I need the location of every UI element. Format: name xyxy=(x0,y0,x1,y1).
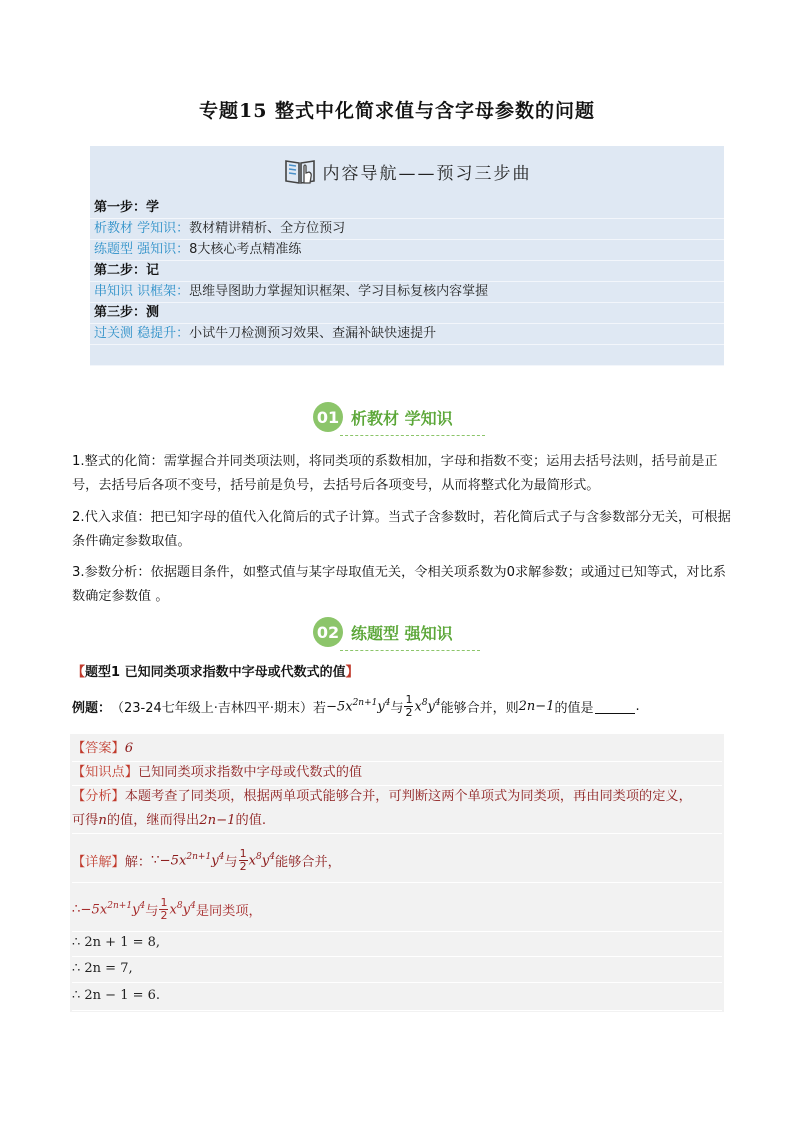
nav-header xyxy=(90,146,724,196)
knowledge-paragraph-3: 3.参数分析：依据题目条件，如整式值与某字母取值无关，令相关项系数为0求解参数；或通过已知等式，对比系数确定参数值 。 xyxy=(72,565,726,604)
section-number: 01 xyxy=(313,402,343,432)
nav-lines xyxy=(90,198,724,366)
nav-line-key: 第一步：学 xyxy=(94,200,160,215)
content-navigation-box xyxy=(90,146,724,366)
nav-line xyxy=(90,240,724,261)
section-badge-1 xyxy=(313,402,453,432)
solution-step-3: ∴ 2n = 7, xyxy=(72,956,722,983)
detail-row: 【详解】 解： ∵ $-5x^{2n+1}y^4$ 与 $\frac{1}{2}$ $x^8y^4$ 能够合并， xyxy=(72,838,722,883)
analysis-row: 【分析】本题考查了同类项，根据两单项式能够合并，可判断这两个单项式为同类项，再由同类项的定义， 可得n的值，继而得出2n−1的值. xyxy=(72,785,722,834)
answer-blank[interactable] xyxy=(595,699,635,714)
book-icon xyxy=(283,154,317,188)
solution-step-4: ∴ 2n − 1 = 6. xyxy=(72,982,722,1011)
solution-step-2: ∴ 2n + 1 = 8, xyxy=(72,930,722,957)
knowledge-paragraph-1: 1.整式的化简：需掌握合并同类项法则，将同类项的系数相加，字母和指数不变；运用去括号法则，括号前是正号，去括号后各项不变号，括号前是负号，去括号后各项变号，从而将整式化为最简形式。 xyxy=(72,454,718,493)
nav-line-value: 教材精讲精析、全方位预习 xyxy=(189,221,346,236)
nav-line-value: 思维导图助力掌握知识框架、学习目标复核内容掌握 xyxy=(189,284,489,299)
example-question: 例题： （23-24七年级上·吉林四平·期末）若 $-5x^{2n+1}y^4$ 与 $\frac{1}{2}$ $x^8y^4$ 能够合并，则 2n−1 的值是 . xyxy=(72,693,640,719)
nav-line-key: 串知识 识框架： xyxy=(94,284,190,299)
nav-line-key: 第二步：记 xyxy=(94,263,160,278)
nav-line-key: 过关测 稳提升： xyxy=(94,326,190,341)
answer-row: 【答案】6 xyxy=(72,737,722,762)
knowledge-paragraph-2: 2.代入求值：把已知字母的值代入化简后的式子计算。当式子含参数时，若化简后式子与含参数部分无关，可根据条件确定参数取值。 xyxy=(72,510,731,549)
math-term-2: $x^8y^4$ xyxy=(414,698,441,715)
knowledge-point-row: 【知识点】已知同类项求指数中字母或代数式的值 xyxy=(72,761,722,786)
section-label: 练题型 强知识 xyxy=(351,623,453,643)
solution-step-1: ∴ $-5x^{2n+1}y^4$ 与 $\frac{1}{2}$ $x^8y^4$ 是同类项， xyxy=(72,887,722,932)
section-label: 析教材 学知识 xyxy=(351,408,453,428)
nav-line xyxy=(90,219,724,240)
section-underline xyxy=(340,650,480,651)
nav-line-blank xyxy=(90,345,724,366)
nav-line xyxy=(90,303,724,324)
nav-line xyxy=(90,261,724,282)
answer-box xyxy=(70,734,724,1012)
nav-line xyxy=(90,324,724,345)
nav-line-value: 小试牛刀检测预习效果、查漏补缺快速提升 xyxy=(189,326,437,341)
nav-title: 内容导航——预习三步曲 xyxy=(322,163,532,184)
example-source: （23-24七年级上·吉林四平·期末）若 xyxy=(111,701,327,716)
nav-line-value: 8大核心考点精准练 xyxy=(189,242,302,257)
math-ask: 2n−1 xyxy=(518,699,555,714)
question-type-label: 题型1 已知同类项求指数中字母或代数式的值 xyxy=(85,665,346,680)
nav-line xyxy=(90,198,724,219)
nav-line-key: 第三步：测 xyxy=(94,305,160,320)
example-label: 例题： xyxy=(72,701,112,716)
nav-line-key: 练题型 强知识： xyxy=(94,242,190,257)
math-term-1: $-5x^{2n+1}y^4$ xyxy=(326,698,391,715)
nav-line xyxy=(90,282,724,303)
answer-value: 6 xyxy=(124,741,134,756)
nav-line-key: 析教材 学知识： xyxy=(94,221,190,236)
section-number: 02 xyxy=(313,617,343,647)
section-badge-2 xyxy=(313,617,453,647)
question-type-heading: 【题型1 已知同类项求指数中字母或代数式的值】 xyxy=(72,665,359,680)
page-title: 专题15 整式中化简求值与含字母参数的问题 xyxy=(198,100,596,122)
fraction-half: $\frac{1}{2}$ xyxy=(405,693,413,719)
section-underline xyxy=(340,435,485,436)
